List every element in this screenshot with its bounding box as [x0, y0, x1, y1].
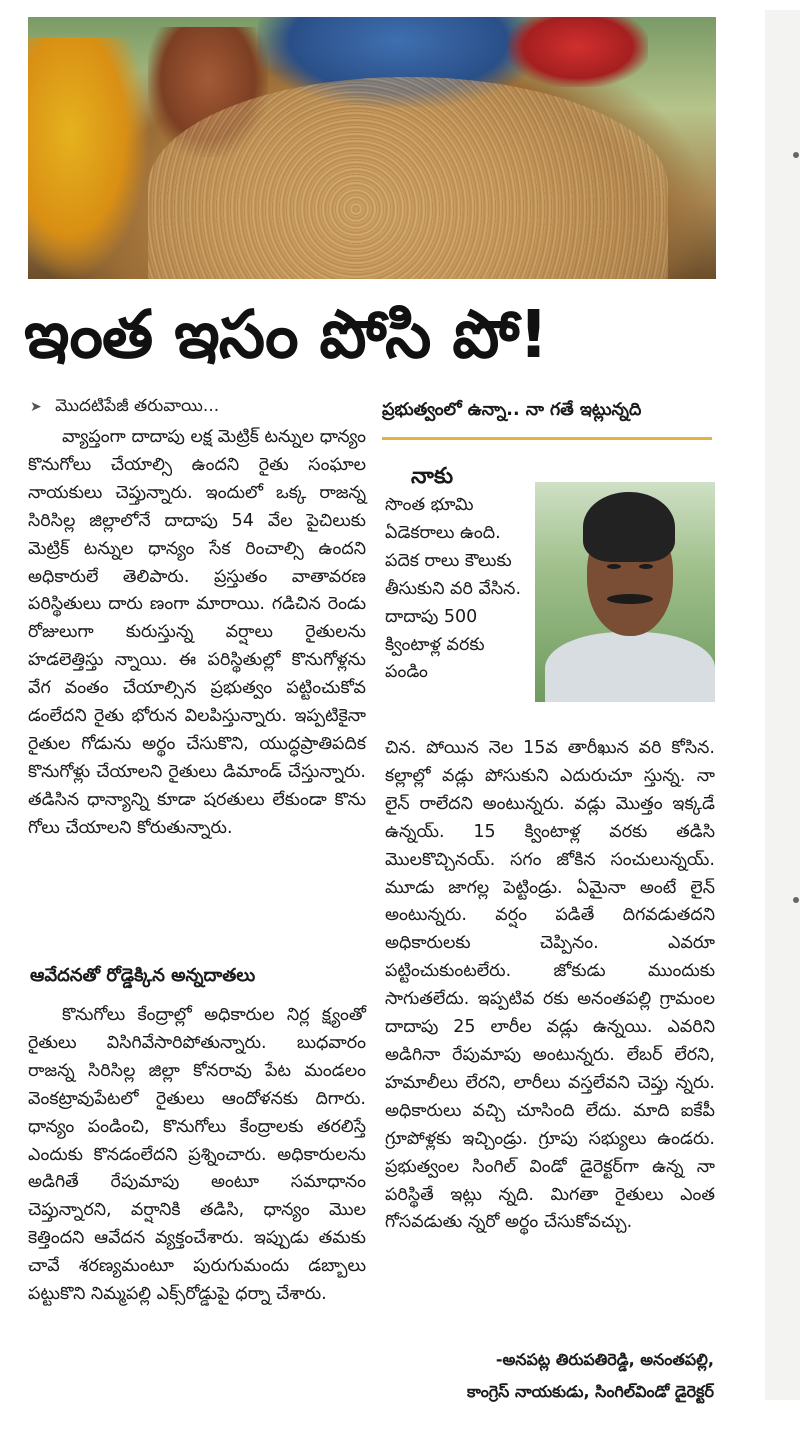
- quote-opener: నాకు: [411, 464, 454, 489]
- byline-role: కాంగ్రెస్ నాయకుడు, సింగిల్‌విండో డైరెక్టర్: [467, 1382, 714, 1401]
- divider: [382, 437, 712, 440]
- left-column-body: [28, 424, 366, 843]
- adjacent-article-strip: [765, 10, 800, 1400]
- paddy-grain-photo: [28, 17, 716, 279]
- farmer-portrait: [535, 482, 715, 702]
- quote-intro: [385, 462, 525, 687]
- subheading: ఆవేదనతో రోడ్డెక్కిన అన్నదాతలు: [30, 965, 256, 986]
- headline: ఇంత ఇసం పోసి పో!: [24, 296, 548, 373]
- quote-heading: ప్రభుత్వంలో ఉన్నా.. నా గతే ఇట్లున్నది: [382, 400, 642, 420]
- chevron-right-icon: ➤: [30, 399, 42, 415]
- paragraph: వ్యాప్తంగా దాదాపు లక్ష మెట్రిక్ టన్నుల ధాన్యం కొనుగోలు చేయాల్సి ఉందని రైతు సంఘాల నాయకులు చెప్తున్నారు. ఇందులో ఒక్క రాజన్న సిరిసిల్ల జిల్లాలోనే దాదాపు 54 వేల పైచిలుకు మెట్రిక్ టన్నుల ధాన్యం సేక రించాల్సి ఉందని అధికారులే తెలిపారు. ప్రస్తుతం వాతావరణ పరిస్థితులు దారు ణంగా మారాయి. గడిచిన రెండు రోజులుగా కురుస్తున్న వర్షాలు రైతులను హడలెత్తిస్తు న్నాయి. ఈ పరిస్థితుల్లో కొనుగోళ్లను వేగ వంతం చేయాల్సిన ప్రభుత్వం పట్టించుకోవ డంలేదని రైతు భోరున విలపిస్తున్నారు. ఇప్పటికైనా రైతుల గోడును అర్థం చేసుకొని, యుద్ధప్రాతిపదిక కొనుగోళ్లు చేయాలని రైతులు డిమాండ్ చేస్తున్నారు. తడిసిన ధాన్యాన్ని కూడా షరతులు లేకుండా కొను గోలు చేయాలని కోరుతున్నారు.: [28, 427, 366, 838]
- continuation-line: [30, 396, 219, 420]
- paragraph: చిన. పోయిన నెల 15వ తారీఖున వరి కోసిన. కల్లాల్లో వడ్లు పోసుకుని ఎదురుచూ స్తున్న. నా లైన్ రాలేదని అంటున్నరు. వడ్లు మొత్తం ఇక్కడే ఉన్నయ్. 15 క్వింటాళ్ల వరకు తడిసి మొలకొచ్చినయ్. సగం జోకిన సంచులున్నయ్. మూడు జాగల్ల పెట్టిండ్రు. ఏమైనా అంటే లైన్ అంటున్నరు. వర్షం పడితే దిగవడుతదని అధికారులకు చెప్పినం. ఎవరూ పట్టించుకుంటలేరు. జోకుడు ముందుకు సాగుతలేదు. ఇప్పటివ రకు అనంతపల్లి గ్రామంల దాదాపు 25 లారీల వడ్లు ఉన్నయి. ఎవరిని అడిగినా రేపుమాపు అంటున్నరు. లేబర్ లేరని, హమాలీలు లేరని, లారీలు వస్తలేవని చెప్తు న్నరు. అధికారులు వచ్చి చూసింది లేదు. మాది ఐకేపీ గ్రూపోళ్లకు ఇచ్చిండ్రు. గ్రూపు సభ్యులు ఉండరు. ప్రభుత్వంల సింగిల్ విండో డైరెక్టర్‌గా ఉన్న నా పరిస్థితే ఇట్లు న్నది. మిగతా రైతులు ఎంత గోసవడుతు న్నరో అర్థం చేసుకోవచ్చు.: [385, 738, 715, 1233]
- left-column-body-2: [28, 1002, 366, 1309]
- quote-body: [385, 735, 715, 1237]
- paragraph: సొంత భూమి ఏడెకరాలు ఉంది. పదెక రాలు కౌలుకు తీసుకుని వరి వేసిన. దాదాపు 500 క్వింటాళ్ల వరకు పండిం: [385, 495, 522, 683]
- byline-name: -అనపట్ల తిరుపతిరెడ్డి, అనంతపల్లి,: [495, 1350, 714, 1369]
- paragraph: కొనుగోలు కేంద్రాల్లో అధికారుల నిర్ల క్ష్యంతో రైతులు విసిగివేసారిపోతున్నారు. బుధవారం రాజన్న సిరిసిల్ల జిల్లా కోనరావు పేట మండలం వెంకట్రావుపేటలో రైతులు ఆందోళనకు దిగారు. ధాన్యం పండించి, కొనుగోలు కేంద్రాలకు తరలిస్తే ఎందుకు కొనడంలేదని ప్రశ్నించారు. అధికారులను అడిగితే రేపుమాపు అంటూ సమాధానం చెప్తున్నారని, వర్షానికి తడిసి, ధాన్యం మొల కెత్తిందని ఆవేదన వ్యక్తంచేశారు. ఇప్పుడు తమకు చావే శరణ్యమంటూ పురుగుమందు డబ్బాలు పట్టుకొని నిమ్మపల్లి ఎక్స్‌రోడ్డుపై ధర్నా చేశారు.: [28, 1005, 366, 1305]
- continuation-label: మొదటిపేజీ తరువాయి...: [55, 396, 220, 416]
